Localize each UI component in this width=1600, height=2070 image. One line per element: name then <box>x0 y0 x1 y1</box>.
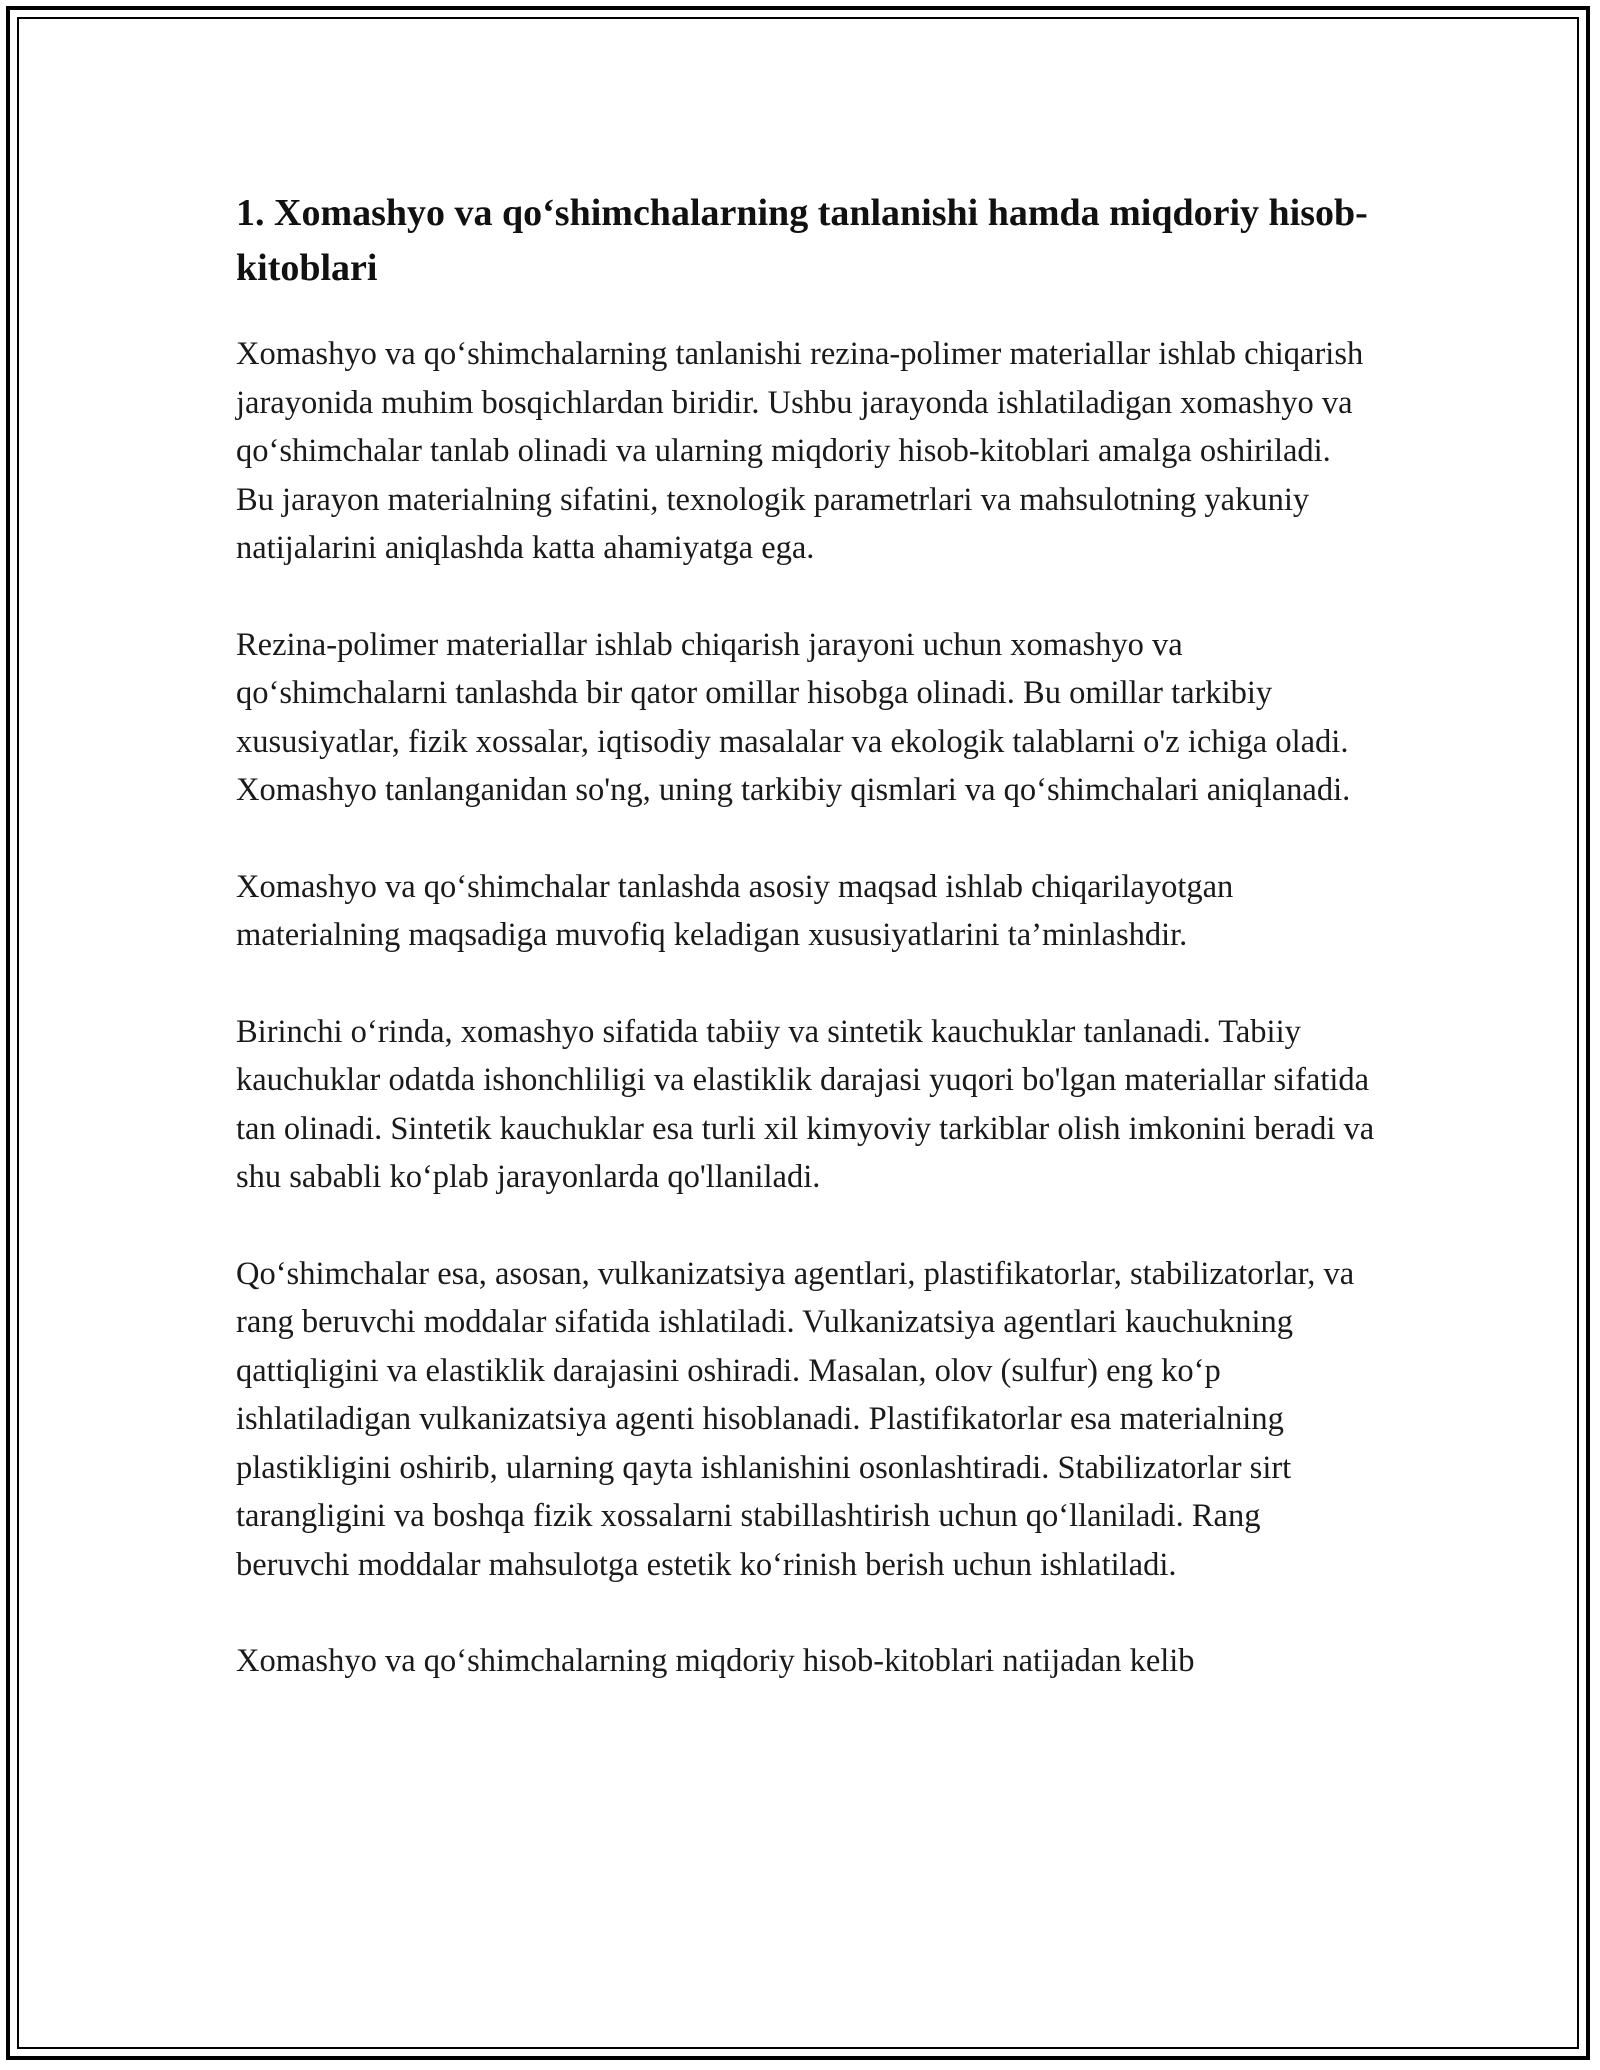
paragraph-1: Xomashyo va qo‘shimchalarning tanlanishi rezina-polimer materiallar ishlab chiqarish jarayonida muhim bosqichlardan biridir. Ushbu jarayonda ishlatiladigan xomashyo va qo‘shimchalar tanlab olinadi va ularning miqdoriy hisob-kitoblari amalga oshiriladi. Bu jarayon materialning sifatini, texnologik parametrlari va mahsulotning yakuniy natijalarini aniqlashda katta ahamiyatga ega. <box>236 336 1364 566</box>
paragraph-4: Birinchi o‘rinda, xomashyo sifatida tabiiy va sintetik kauchuklar tanlanadi. Tabiiy kauchuklar odatda ishonchliligi va elastiklik darajasi yuqori bo'lgan materiallar sifatida tan olinadi. Sintetik kauchuklar esa turli xil kimyoviy tarkiblar olish imkonini beradi va shu sababli ko‘plab jarayonlarda qo'llaniladi. <box>236 1013 1375 1195</box>
document-title: 1. Xomashyo va qo‘shimchalarning tanlanishi hamda miqdoriy hisob-kitoblari <box>236 192 1368 289</box>
paragraph-6: Xomashyo va qo‘shimchalarning miqdoriy hisob-kitoblari natijadan kelib <box>236 1643 1195 1679</box>
paragraph-3: Xomashyo va qo‘shimchalar tanlashda asosiy maqsad ishlab chiqarilayotgan materialning maqsadiga muvofiq keladigan xususiyatlarini ta’minlashdir. <box>236 868 1234 953</box>
paragraph-2: Rezina-polimer materiallar ishlab chiqarish jarayoni uchun xomashyo va qo‘shimchalarni tanlashda bir qator omillar hisobga olinadi. Bu omillar tarkibiy xususiyatlar, fizik xossalar, iqtisodiy masalalar va ekologik talablarni o'z ichiga oladi. Xomashyo tanlanganidan so'ng, uning tarkibiy qismlari va qo‘shimchalari aniqlanadi. <box>236 626 1351 808</box>
paragraph-5: Qo‘shimchalar esa, asosan, vulkanizatsiya agentlari, plastifikatorlar, stabilizatorlar, va rang beruvchi moddalar sifatida ishlatiladi. Vulkanizatsiya agentlari kauchukning qattiqligini va elastiklik darajasini oshiradi. Masalan, olov (sulfur) eng ko‘p ishlatiladigan vulkanizatsiya agenti hisoblanadi. Plastifikatorlar esa materialning plastikligini oshirib, ularning qayta ishlanishini osonlashtiradi. Stabilizatorlar sirt tarangligini va boshqa fizik xossalarni stabillashtirish uchun qo‘llaniladi. Rang beruvchi moddalar mahsulotga estetik ko‘rinish berish uchun ishlatiladi. <box>236 1255 1355 1583</box>
document-body <box>236 186 1376 1734</box>
